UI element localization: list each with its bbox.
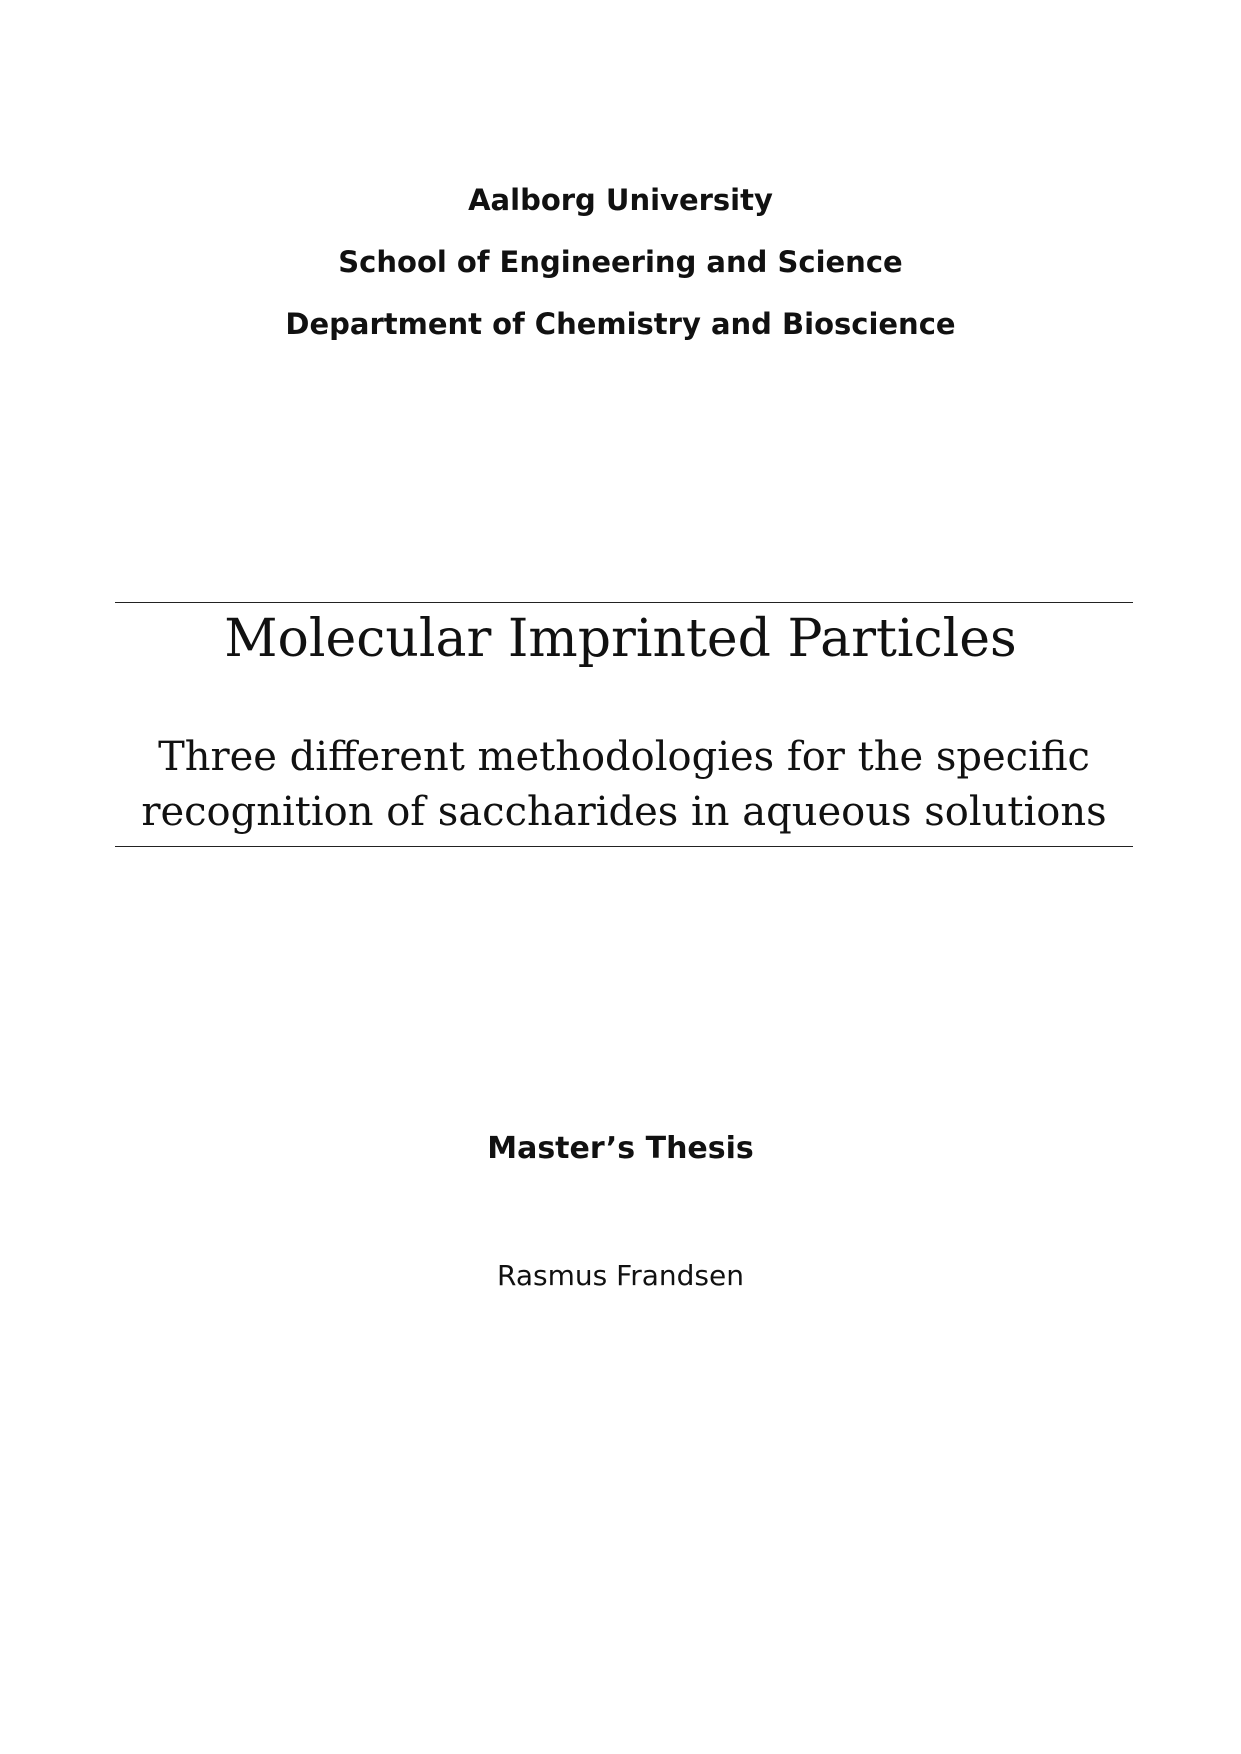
school-name: School of Engineering and Science — [338, 245, 903, 279]
university-name: Aalborg University — [468, 183, 773, 217]
thesis-type: Master’s Thesis — [487, 1131, 754, 1166]
subtitle-line-2: recognition of saccharides in aqueous solutions — [141, 789, 1107, 835]
subtitle-line-1: Three different methodologies for the specific — [158, 734, 1090, 780]
thesis-subtitle — [115, 730, 1133, 840]
thesis-title: Molecular Imprinted Particles — [224, 609, 1017, 669]
title-bottom-rule — [115, 846, 1133, 847]
title-top-rule — [115, 602, 1133, 603]
department-name: Department of Chemistry and Bioscience — [285, 307, 956, 341]
author-name: Rasmus Frandsen — [497, 1259, 744, 1292]
